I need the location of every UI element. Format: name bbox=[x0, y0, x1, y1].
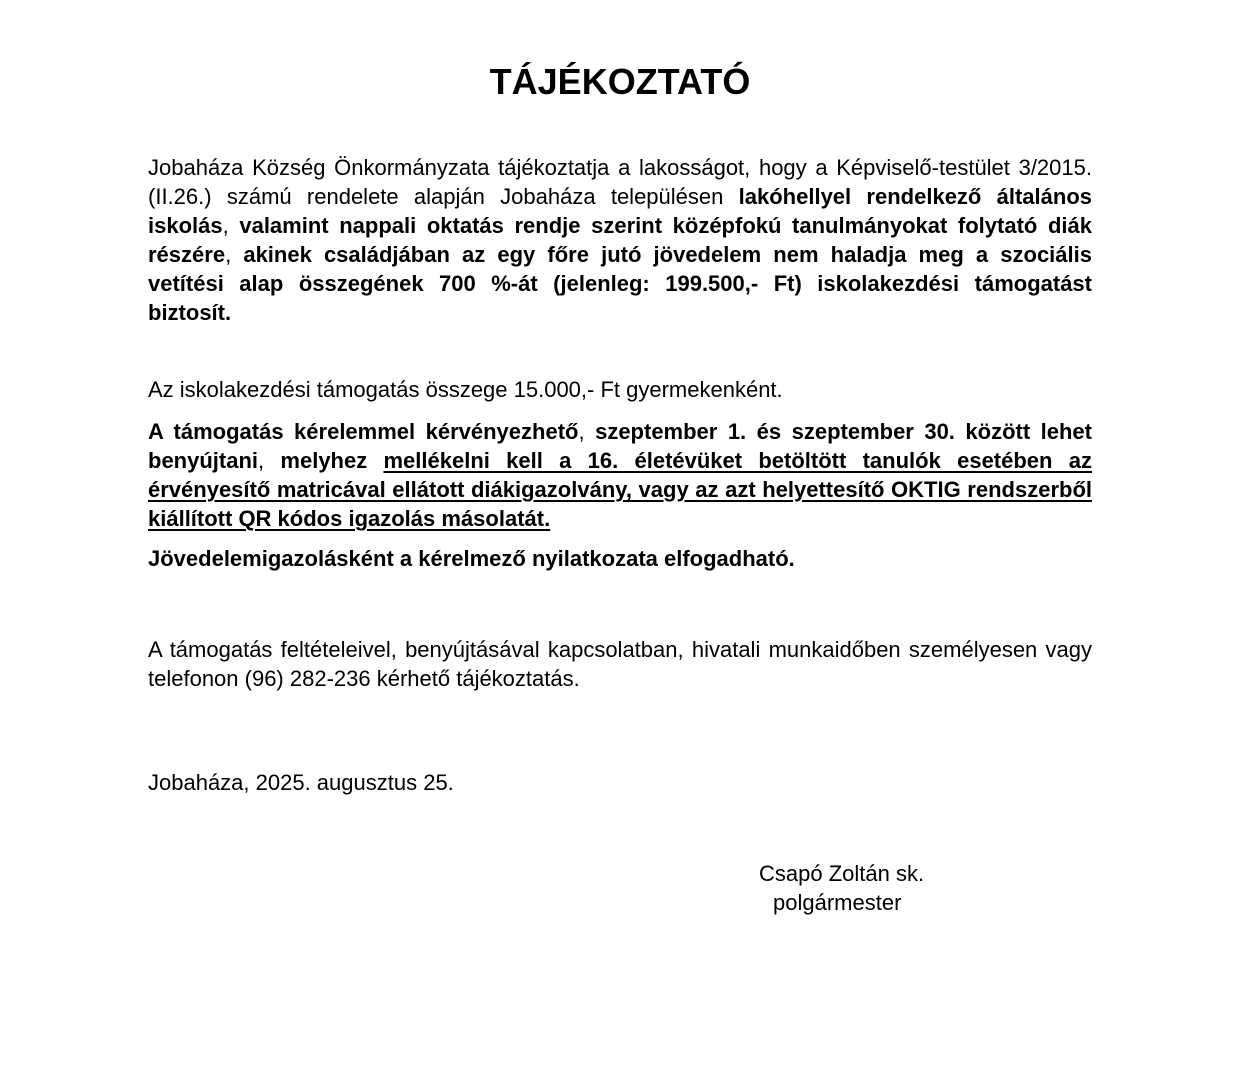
intro-separator-1: , bbox=[222, 213, 240, 238]
intro-bold-residency: lakóhellyel rendelkező általános iskolás bbox=[148, 184, 1093, 238]
application-separator-1: , bbox=[578, 419, 596, 444]
application-bold-attach: melyhez bbox=[280, 448, 384, 473]
income-proof-paragraph: Jövedelemigazolásként a kérelmező nyilatkozata elfogadható. bbox=[148, 546, 795, 571]
application-underlined-requirements: mellékelni kell a 16. életévüket betöltött tanulók esetében az érvényesítő matricával ellátott diákigazolvány, vagy az azt helyettesítő OKTIG rendszerből kiállított QR kódos igazolás másolatát. bbox=[148, 448, 1092, 531]
contact-paragraph: A támogatás feltételeivel, benyújtásával kapcsolatban, hivatali munkaidőben személyesen vagy telefonon (96) 282-236 kérhető tájékoztatás. bbox=[148, 637, 1092, 691]
intro-text-1: Jobaháza Község Önkormányzata tájékoztatja a lakosságot, hogy a Képviselő-testület 3/2015. (II.26.) számú rendelete alapján Jobaháza településen bbox=[148, 155, 1092, 209]
signature-role: polgármester bbox=[773, 890, 902, 915]
intro-paragraph bbox=[148, 153, 1092, 327]
signature-name: Csapó Zoltán sk. bbox=[759, 861, 925, 886]
intro-separator-2: , bbox=[225, 242, 244, 267]
application-paragraph bbox=[148, 417, 1092, 533]
application-bold-request: A támogatás kérelemmel kérvényezhető bbox=[148, 419, 579, 444]
application-separator-2: , bbox=[258, 448, 281, 473]
place-date: Jobaháza, 2025. augusztus 25. bbox=[148, 770, 454, 795]
intro-bold-income: akinek családjában az egy főre jutó jövedelem nem haladja meg a szociális vetítési alap összegének 700 %-át (jelenleg: 199.500,- Ft) iskolakezdési támogatást biztosít. bbox=[148, 242, 1092, 325]
amount-paragraph: Az iskolakezdési támogatás összege 15.000,- Ft gyermekenként. bbox=[148, 377, 783, 402]
intro-bold-secondary: valamint nappali oktatás rendje szerint középfokú tanulmányokat folytató diák részére bbox=[148, 213, 1092, 267]
application-bold-deadline: szeptember 1. és szeptember 30. között lehet benyújtani bbox=[148, 419, 1092, 473]
document-title: TÁJÉKOZTATÓ bbox=[489, 61, 751, 102]
